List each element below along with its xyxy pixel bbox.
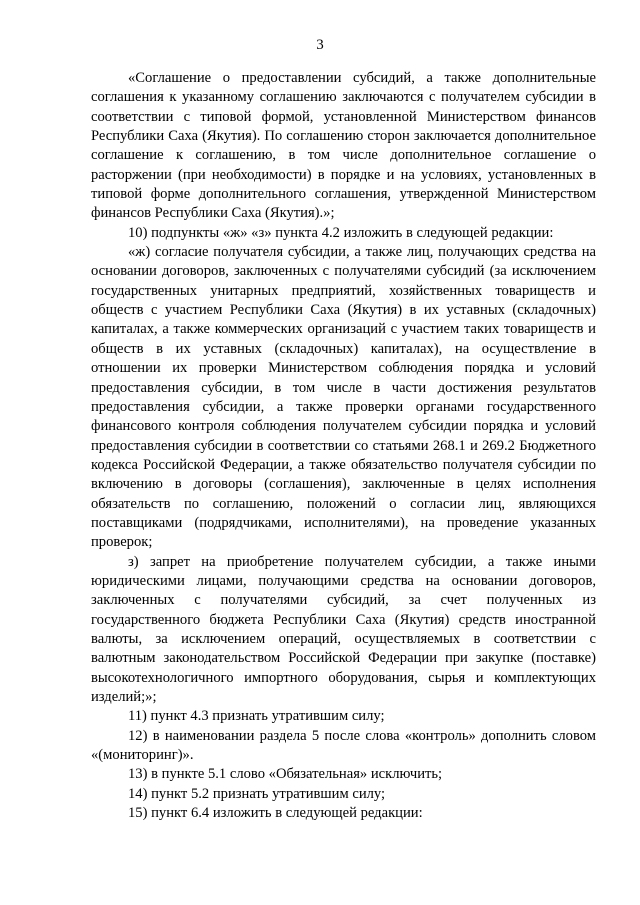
- paragraph-item-15: 15) пункт 6.4 изложить в следующей редакции:: [128, 805, 423, 822]
- paragraph-item-10: 10) подпункты «ж» «з» пункта 4.2 изложить в следующей редакции:: [128, 224, 554, 241]
- page-number: 3: [316, 37, 324, 53]
- paragraph-item-14: 14) пункт 5.2 признать утратившим силу;: [128, 785, 386, 802]
- paragraph-subitem-z: з) запрет на приобретение получателем субсидии, а также иными юридическими лицами, получающими средства на основании договоров, заключенных с получателями субсидий, за счет полученных из государственного бюджета Республики Саха (Якутия) средств иностранной валюты, за исключением операций, осуществляемых в соответствии с валютным законодательством Российской Федерации при закупке (поставке) высокотехнологичного импортного оборудования, сырья и комплектующих изделий;»;: [91, 553, 596, 705]
- paragraph-item-12: 12) в наименовании раздела 5 после слова «контроль» дополнить словом «(мониторинг)».: [91, 727, 596, 764]
- paragraph-agreement-clause: «Соглашение о предоставлении субсидий, а также дополнительные соглашения к указанному соглашению заключаются с получателем субсидии в соответствии с типовой формой, установленной Министерством финансов Республики Саха (Якутия). По соглашению сторон заключается дополнительное соглашение к соглашению, в том числе дополнительное соглашение о расторжении (при необходимости) в порядке и на условиях, установленных в типовой форме дополнительного соглашения, утвержденной Министерством финансов Республики Саха (Якутия).»;: [91, 70, 596, 222]
- document-body: [91, 69, 596, 823]
- paragraph-subitem-zh: «ж) согласие получателя субсидии, а также лиц, получающих средства на основании договоров, заключенных с получателями субсидий (за исключением государственных унитарных предприятий, хозяйственных товариществ и обществ с участием Республики Саха (Якутия) в их уставных (складочных) капиталах, а также коммерческих организаций с участием таких товариществ и обществ в их уставных (складочных) капиталах), на осуществление в отношении их проверки Министерством соблюдения порядка и условий предоставления субсидии, в том числе в части достижения результатов предоставления субсидии, а также проверки органами государственного финансового контроля соблюдения получателем субсидии порядка и условий предоставления субсидии в соответствии со статьями 268.1 и 269.2 Бюджетного кодекса Российской Федерации, а также обязательство получателя субсидии по включению в договоры (соглашения), заключенные в целях исполнения обязательств по соглашению, положений о согласии лиц, являющихся поставщиками (подрядчиками, исполнителями), на проведение указанных проверок;: [91, 244, 596, 551]
- paragraph-item-11: 11) пункт 4.3 признать утратившим силу;: [128, 708, 385, 725]
- paragraph-item-13: 13) в пункте 5.1 слово «Обязательная» исключить;: [128, 766, 443, 783]
